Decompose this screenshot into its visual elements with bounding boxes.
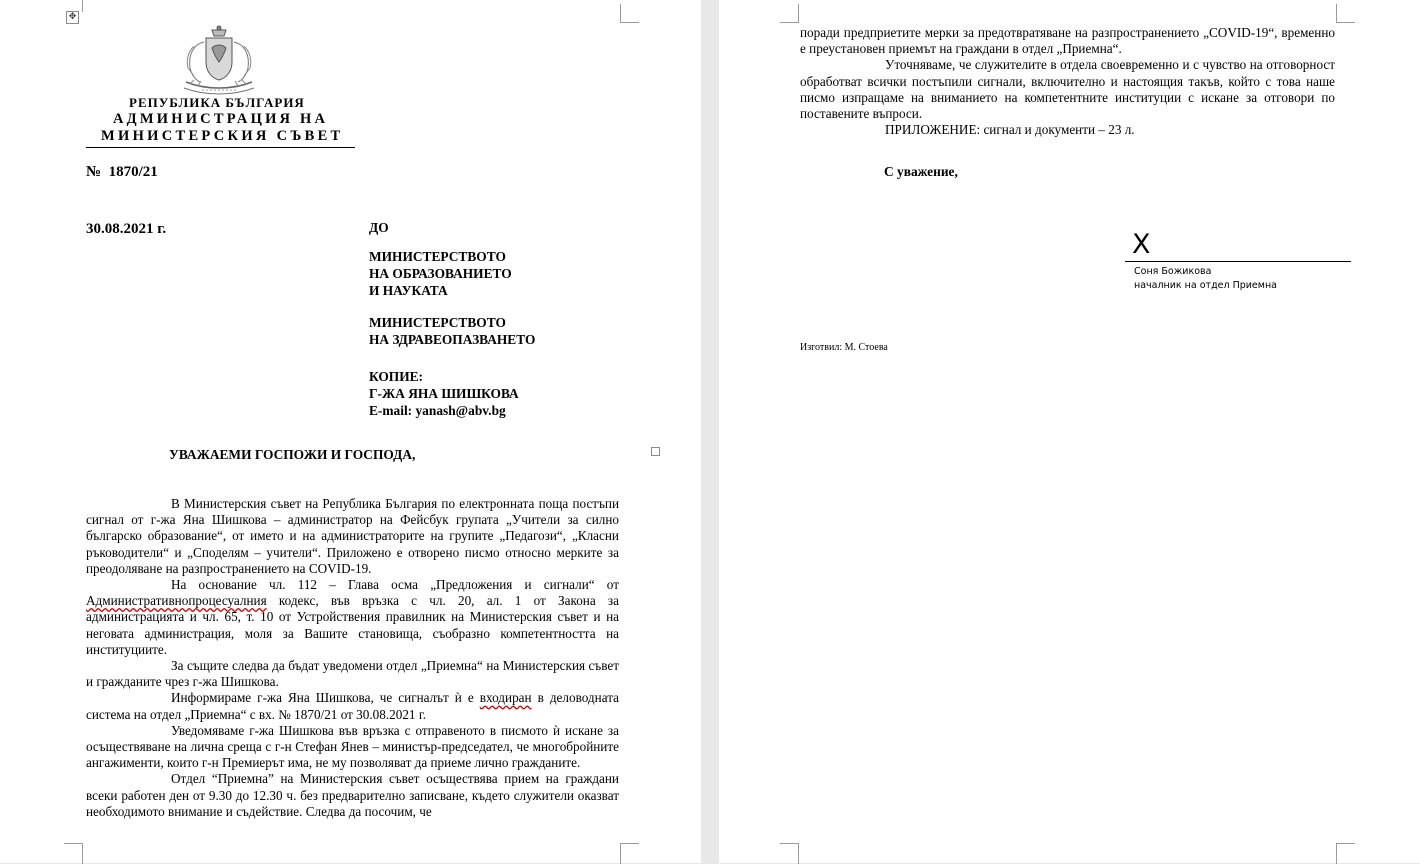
crop-mark-top-right	[1336, 4, 1355, 23]
letterhead-republic: РЕПУБЛИКА БЪЛГАРИЯ	[129, 95, 305, 110]
signer-title: началник на отдел Приемна	[1134, 280, 1277, 291]
copy-email: E-mail: yanash@abv.bg	[369, 403, 506, 418]
crop-mark-top-right	[620, 4, 639, 23]
attachment-line: ПРИЛОЖЕНИЕ: сигнал и документи – 23 л.	[885, 122, 1135, 138]
p2-end: кодекс, във връзка с чл. 20, ал. 1 от Закона за администрацията и чл. 65, т. 10 от Устройствения правилник на Министерския съвет и на неговата администрация, моля за Вашите становища, съобразно компетентността на институциите.	[86, 593, 619, 657]
number-value: 1870/21	[108, 164, 158, 180]
reference-date: 30.08.2021 г.	[86, 221, 167, 237]
signature-mark[interactable]: X	[1132, 229, 1151, 260]
prepared-by: Изготвил: М. Стоева	[800, 342, 888, 353]
copy-name: Г-ЖА ЯНА ШИШКОВА	[369, 386, 519, 401]
document-page-1	[0, 0, 701, 863]
body-paragraph-5: Уведомяваме г-жа Шишкова във връзка с отправеното в писмото ѝ искане за осъществяване на лична среща с г-н Стефан Янев – министър-председател, че многобройните ангажименти, които г-н Премиерът има, не му позволяват да приеме лично гражданите.	[86, 722, 619, 771]
text-frame-handle[interactable]	[651, 447, 660, 456]
recipient-2-line-2: НА ЗДРАВЕОПАЗВАНЕТО	[369, 332, 536, 347]
coat-of-arms-icon	[176, 24, 262, 96]
closing: С уважение,	[884, 164, 958, 179]
body-paragraph-7: Уточняваме, че служителите в отдела своевременно и с чувство на отговорност обработват всички постъпили сигнали, включително и настоящия такъв, който с това наше писмо изпращаме на вниманието на компетентните институции с искане за отговори по поставените въпроси.	[800, 57, 1335, 122]
salutation: УВАЖАЕМИ ГОСПОЖИ И ГОСПОДА,	[169, 447, 416, 462]
crop-mark-bottom-left	[780, 843, 799, 864]
crop-mark-bottom-left	[64, 843, 83, 864]
document-page-2	[719, 0, 1420, 863]
move-handle-icon[interactable]: ✥	[66, 11, 79, 24]
p4-end: в деловодната система на отдел „Приемна“ с вх. № 1870/21 от 30.08.2021 г.	[86, 690, 619, 722]
crop-mark-bottom-right	[620, 843, 639, 864]
letter-body-continued	[800, 25, 1335, 138]
signer-name: Соня Божикова	[1134, 266, 1212, 277]
body-paragraph-2	[86, 577, 619, 658]
recipient-1-line-3: И НАУКАТА	[369, 283, 448, 298]
body-paragraph-4	[86, 690, 619, 722]
recipient-1-line-2: НА ОБРАЗОВАНИЕТО	[369, 266, 512, 281]
crop-mark-bottom-right	[1336, 843, 1355, 864]
crop-mark-top-left	[780, 4, 799, 23]
body-paragraph-6: Отдел “Приемна” на Министерския съвет осъществява прием на граждани всеки работен ден от 9.30 до 12.30 ч. без предварително записване, където служители оказват необходимото внимание и съдействие. Следва да посочим, че	[86, 771, 619, 819]
letterhead-rule	[86, 147, 355, 148]
continued-paragraph: поради предприетите мерки за предотвратяване на разпространението „COVID-19“, временно е преустановен приемът на граждани в отдел „Приемна“.	[800, 25, 1335, 57]
body-paragraph-1: В Министерския съвет на Република България по електронната поща постъпи сигнал от г-жа Яна Шишкова – администратор на Фейсбук групата „Учители за силно българско образование“, от името и на администраторите на групите „Педагози“, „Класни ръководители“ и „Споделям – учители“. Приложено е отворено писмо относно мерките за преодоляване на разпространението на COVID-19.	[86, 496, 619, 576]
number-sign: №	[86, 164, 102, 180]
spellcheck-flag-word[interactable]: входиран	[479, 690, 532, 706]
letter-body	[86, 496, 619, 820]
reference-number	[86, 164, 158, 181]
recipients-block	[369, 219, 535, 419]
body-paragraph-3: За същите следва да бъдат уведомени отдел „Приемна“ на Министерския съвет и гражданите чрез г-жа Шишкова.	[86, 658, 619, 690]
letterhead-council: МИНИСТЕРСКИЯ СЪВЕТ	[101, 128, 344, 144]
letterhead-administration: АДМИНИСТРАЦИЯ НА	[113, 111, 329, 127]
signature-line	[1125, 261, 1351, 262]
recipient-1-line-1: МИНИСТЕРСТВОТО	[369, 249, 506, 264]
spellcheck-flag-word[interactable]: Административнопроцесуалния	[86, 593, 267, 609]
copy-label: КОПИЕ:	[369, 369, 424, 384]
p4-start: Информираме г-жа Яна Шишкова, че сигналът ѝ е	[171, 690, 480, 706]
recipient-2-line-1: МИНИСТЕРСТВОТО	[369, 315, 506, 330]
p2-start: На основание чл. 112 – Глава осма „Предложения и сигнали“ от	[171, 577, 619, 593]
to-label: ДО	[369, 220, 389, 235]
